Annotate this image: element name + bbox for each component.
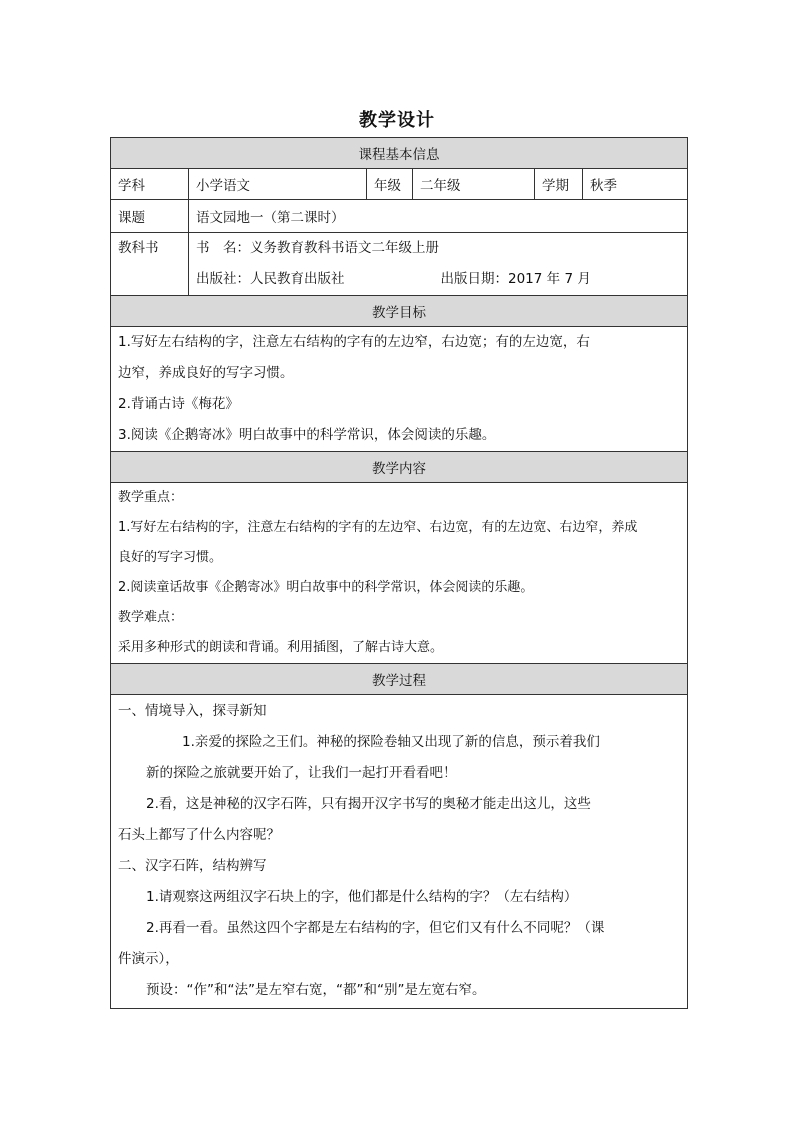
publication-date: 出版日期：2017 年 7 月: [440, 271, 591, 287]
lesson-plan-table: [110, 137, 688, 1009]
textbook-row: [111, 233, 688, 296]
process-paragraph: 件演示），: [118, 951, 179, 967]
process-paragraph: 新的探险之旅就要开始了，让我们一起打开看看吧！: [146, 765, 457, 781]
basic-info-header: 课程基本信息: [111, 138, 688, 169]
objective-line: 3.阅读《企鹅寄冰》明白故事中的科学常识，体会阅读的乐趣。: [118, 427, 496, 443]
basic-info-header-row: [111, 138, 688, 169]
process-paragraph: 石头上都写了什么内容呢？: [118, 827, 280, 843]
content-body: [111, 483, 688, 664]
content-header-row: [111, 452, 688, 483]
objective-line: 边窄，养成良好的写字习惯。: [118, 365, 294, 381]
grade-value: 二年级: [413, 169, 535, 200]
book-name: 书 名：义务教育教科书语文二年级上册: [196, 240, 439, 256]
process-row: [111, 695, 688, 1009]
objectives-row: [111, 327, 688, 452]
process-header-row: [111, 664, 688, 695]
process-paragraph: 1.亲爱的探险之王们。神秘的探险卷轴又出现了新的信息，预示着我们: [182, 734, 600, 750]
difficulty-text: 采用多种形式的朗读和背诵。利用插图，了解古诗大意。: [118, 640, 444, 655]
objectives-header: 教学目标: [111, 296, 688, 327]
objective-line: 2.背诵古诗《梅花》: [118, 396, 239, 412]
process-body: [111, 695, 688, 1009]
content-header: 教学内容: [111, 452, 688, 483]
section-title: 一、情境导入，探寻新知: [118, 703, 267, 719]
difficulty-label: 教学难点：: [118, 610, 184, 625]
process-paragraph: 2.再看一看。虽然这四个字都是左右结构的字，但它们又有什么不同呢？（课: [146, 920, 605, 936]
key-point-line: 1.写好左右结构的字，注意左右结构的字有的左边窄、右边宽，有的左边宽、右边窄，养成: [118, 520, 638, 535]
subject-value: 小学语文: [189, 169, 367, 200]
key-point-line: 良好的写字习惯。: [118, 550, 223, 565]
process-header: 教学过程: [111, 664, 688, 695]
document-title: 教学设计: [359, 110, 435, 131]
textbook-label: 教科书: [111, 233, 189, 296]
publisher: 出版社：人民教育出版社: [196, 271, 345, 287]
objectives-header-row: [111, 296, 688, 327]
term-label: 学期: [535, 169, 583, 200]
process-paragraph: 1.请观察这两组汉字石块上的字，他们都是什么结构的字？（左右结构）: [146, 889, 578, 905]
publisher-row: [196, 264, 680, 295]
objective-line: 1.写好左右结构的字，注意左右结构的字有的左边窄，右边宽；有的左边宽，右: [118, 334, 590, 350]
grade-label: 年级: [367, 169, 413, 200]
content-row: [111, 483, 688, 664]
objectives-body: [111, 327, 688, 452]
section-title: 二、汉字石阵，结构辨写: [118, 858, 267, 874]
key-point-line: 2.阅读童话故事《企鹅寄冰》明白故事中的科学常识，体会阅读的乐趣。: [118, 580, 534, 595]
topic-value: 语文园地一（第二课时）: [189, 200, 688, 233]
topic-label: 课题: [111, 200, 189, 233]
subject-row: [111, 169, 688, 200]
term-value: 秋季: [583, 169, 688, 200]
topic-row: [111, 200, 688, 233]
process-paragraph: 预设：“作”和“法”是左窄右宽，“都”和“别”是左宽右窄。: [146, 982, 486, 998]
key-points-label: 教学重点：: [118, 490, 184, 505]
textbook-info: [189, 233, 688, 296]
subject-label: 学科: [111, 169, 189, 200]
process-paragraph: 2.看，这是神秘的汉字石阵，只有揭开汉字书写的奥秘才能走出这儿，这些: [146, 796, 591, 812]
